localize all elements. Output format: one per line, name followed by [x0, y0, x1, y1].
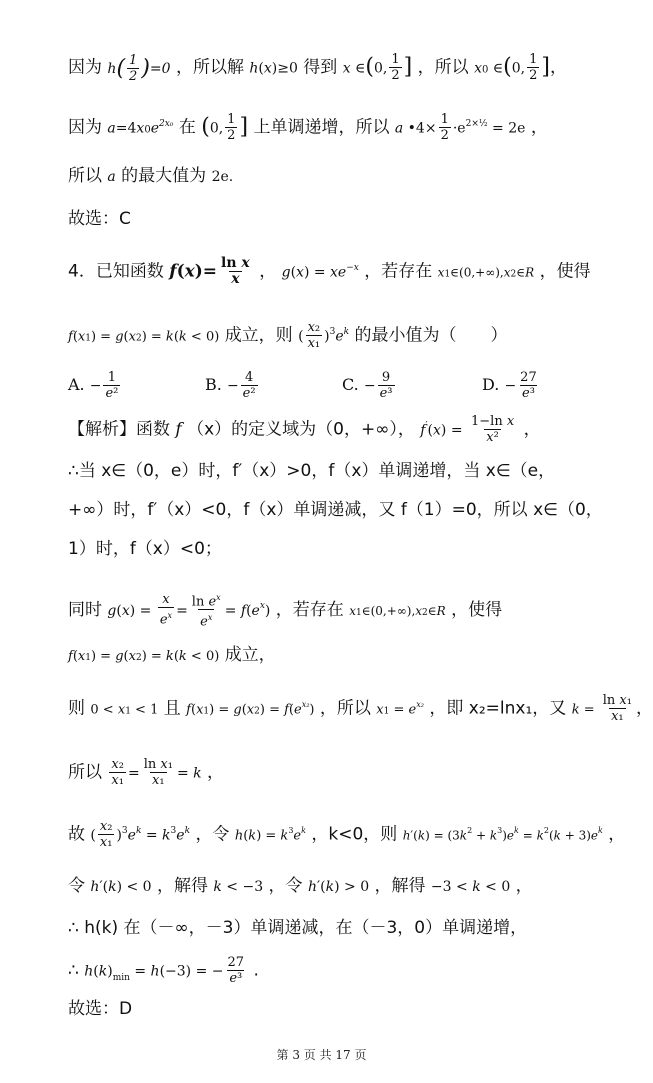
question-line: f(x1) = g(x2) = k(k < 0) 成立，则 ( $\frac{\text{x₂}}{\text{x₁}}$ )$^3e^k$ 的最小值为（ ）	[68, 320, 508, 352]
text-span: 成立，则	[224, 325, 293, 346]
text-span: 所以	[68, 166, 102, 186]
text-span: ，使得	[539, 261, 591, 282]
text-span: ，使得	[451, 599, 503, 620]
solution-line: 同时 g(x) = $\frac{x}{e^x}$ = $\frac{\ln e^x}{e^x}$ = $f(e^x)$ ，若存在 x1∈(0,+∞),x2∈R ，使得	[68, 592, 503, 630]
option-a[interactable]: A. − $\frac{1}{\text{e²}}$	[68, 370, 119, 401]
text-span: ，k<0，则	[311, 824, 398, 845]
text-span: .	[253, 960, 259, 981]
math-interval: x	[342, 60, 351, 77]
text-span: 则	[68, 698, 85, 719]
math-fx: f	[169, 261, 177, 282]
solution-line: f(x1) = g(x2) = k(k < 0) 成立，	[68, 645, 276, 665]
option-letter: A.	[68, 375, 85, 394]
text-span: ∴	[68, 960, 79, 981]
text-span: 因为	[68, 57, 102, 78]
text-span: ，	[635, 698, 653, 719]
math-a-def: a	[107, 120, 116, 137]
question-line: 4．已知函数 f(x)= $\frac{\text{ln x}}{x}$ ， $g(x) = xe^{-x}$ ，若存在 x1∈(0,+∞),x2∈R ，使得	[68, 255, 591, 288]
solution-line: ∴ h(k) 在（－∞，－3）单调递减，在（－3，0）单调递增，	[68, 918, 528, 938]
text-line: 因为 h( $\frac{1}{2}$ )=0 ，所以解 h(x)≥0 得到 x ∈(0, $\frac{1}{2}$ ] ，所以 x0 ∈(0, $\frac{1}{2}$ ]，	[68, 52, 567, 84]
text-line: 所以 a 的最大值为 2e.	[68, 166, 234, 186]
option-d[interactable]: D. − $\frac{27}{\text{e³}}$	[482, 370, 537, 401]
text-span: ，所以	[417, 57, 469, 78]
text-span: 故	[68, 824, 85, 845]
text-span: ，令	[268, 876, 303, 896]
math-a-max: a	[394, 120, 404, 137]
solution-line: ∴ $h(k)_{min} = h(-3)$ = − $\frac{27}{\text{e³}}$ .	[68, 955, 259, 986]
option-b[interactable]: B. − $\frac{4}{\text{e²}}$	[205, 370, 256, 401]
text-span: ，若存在	[275, 599, 344, 620]
text-span: ，令	[195, 824, 230, 845]
solution-line: 则 0 < x1 < 1 且 $f(x1) = g(x2) = f(e^{x_2})$ ，所以 $x1 = e^{x_2}$ ，即 x₂=lnx₁，又 k = $\frac{\text{ln x₁}}{\text{x₁}}$ ，	[68, 693, 653, 725]
text-line: 因为 $a=4x0e^{2x_0}$ 在 (0, $\frac{1}{2}$ ] 上单调递增，所以 a •4× $\frac{1}{2}$ $\cdot e^{2\times\frac{1}{2}} = 2e$ ，	[68, 112, 548, 144]
page-footer: 第 3 页 共 17 页	[276, 1048, 367, 1062]
math-condition: f	[68, 329, 73, 345]
solution-line: 所以 $\frac{\text{x₂}}{\text{x₁}}$ = $\frac{\text{ln x₁}}{\text{x₁}}$ = k ，	[68, 757, 225, 788]
solution-line: ∴当 x∈（0，e）时，f′（x）>0，f（x）单调递增，当 x∈（e，	[68, 461, 556, 481]
option-letter: D.	[482, 375, 500, 394]
math-h-half: h( $\frac{1}{2}$ )=0	[107, 53, 171, 84]
text-span: 【解析】函数	[68, 419, 170, 440]
math-2e: 2e	[211, 169, 229, 185]
text-span: 令	[68, 876, 85, 896]
text-span: ，所以	[319, 698, 371, 719]
text-span: ，	[530, 117, 548, 138]
text-span: （x）的定义域为（0，+∞），	[187, 419, 415, 440]
solution-line: 1）时，f（x）<0；	[68, 539, 222, 559]
text-span: 4．已知函数	[68, 261, 164, 282]
text-span: 因为	[68, 117, 102, 138]
math-a: a	[107, 169, 116, 185]
solution-line: 令 h′(k) < 0 ，解得 k < −3 ，令 h′(k) > 0 ，解得 −3 < k < 0 ，	[68, 876, 533, 896]
text-span: ，	[523, 419, 541, 440]
text-span: ，	[207, 762, 225, 783]
text-span: ，	[550, 57, 567, 78]
text-span: ，解得	[374, 876, 426, 896]
option-letter: C.	[342, 375, 359, 394]
math-hx: h	[249, 60, 259, 77]
answer-line: 故选：C	[68, 209, 131, 229]
text-span: ，	[515, 876, 533, 896]
text-span: 且	[163, 698, 181, 719]
text-span: 同时	[68, 599, 102, 620]
text-span: ，	[608, 824, 626, 845]
text-span: 得到	[303, 57, 338, 78]
option-letter: B.	[205, 375, 222, 394]
solution-line: 故 ( $\frac{\text{x₂}}{\text{x₁}}$ )$^3e^k = k^3e^k$ ，令 $h(k) = k^3e^k$ ，k<0，则 $h'(k) = (3k^2 + k^3)e^k = k^2(k + 3)e^k$ ，	[68, 819, 626, 851]
option-c[interactable]: C. − $\frac{9}{\text{e³}}$	[342, 370, 393, 401]
solution-line: 【解析】函数 f （x）的定义域为（0，+∞）， f′(x) = $\frac{\text{1−ln x}}{\text{x²}}$ ，	[68, 414, 541, 446]
text-span: 的最大值为	[121, 166, 207, 186]
text-span: ，	[259, 261, 277, 282]
text-span: 上单调递增，所以	[253, 117, 390, 138]
text-span: 所以	[68, 762, 102, 783]
answer-line: 故选：D	[68, 999, 133, 1019]
solution-line: +∞）时，f′（x）<0，f（x）单调递减，又 f（1）=0，所以 x∈（0，	[68, 500, 603, 520]
text-span: ，即 x₂=lnx₁，又	[429, 698, 567, 719]
text-span: ，所以解	[175, 57, 244, 78]
text-span: 在	[178, 117, 196, 138]
math-gx: g	[281, 264, 291, 281]
text-span: 成立，	[224, 645, 276, 665]
text-span: ，若存在	[364, 261, 433, 282]
text-span: ，解得	[156, 876, 208, 896]
text-span: 的最小值为（ ）	[354, 325, 508, 346]
